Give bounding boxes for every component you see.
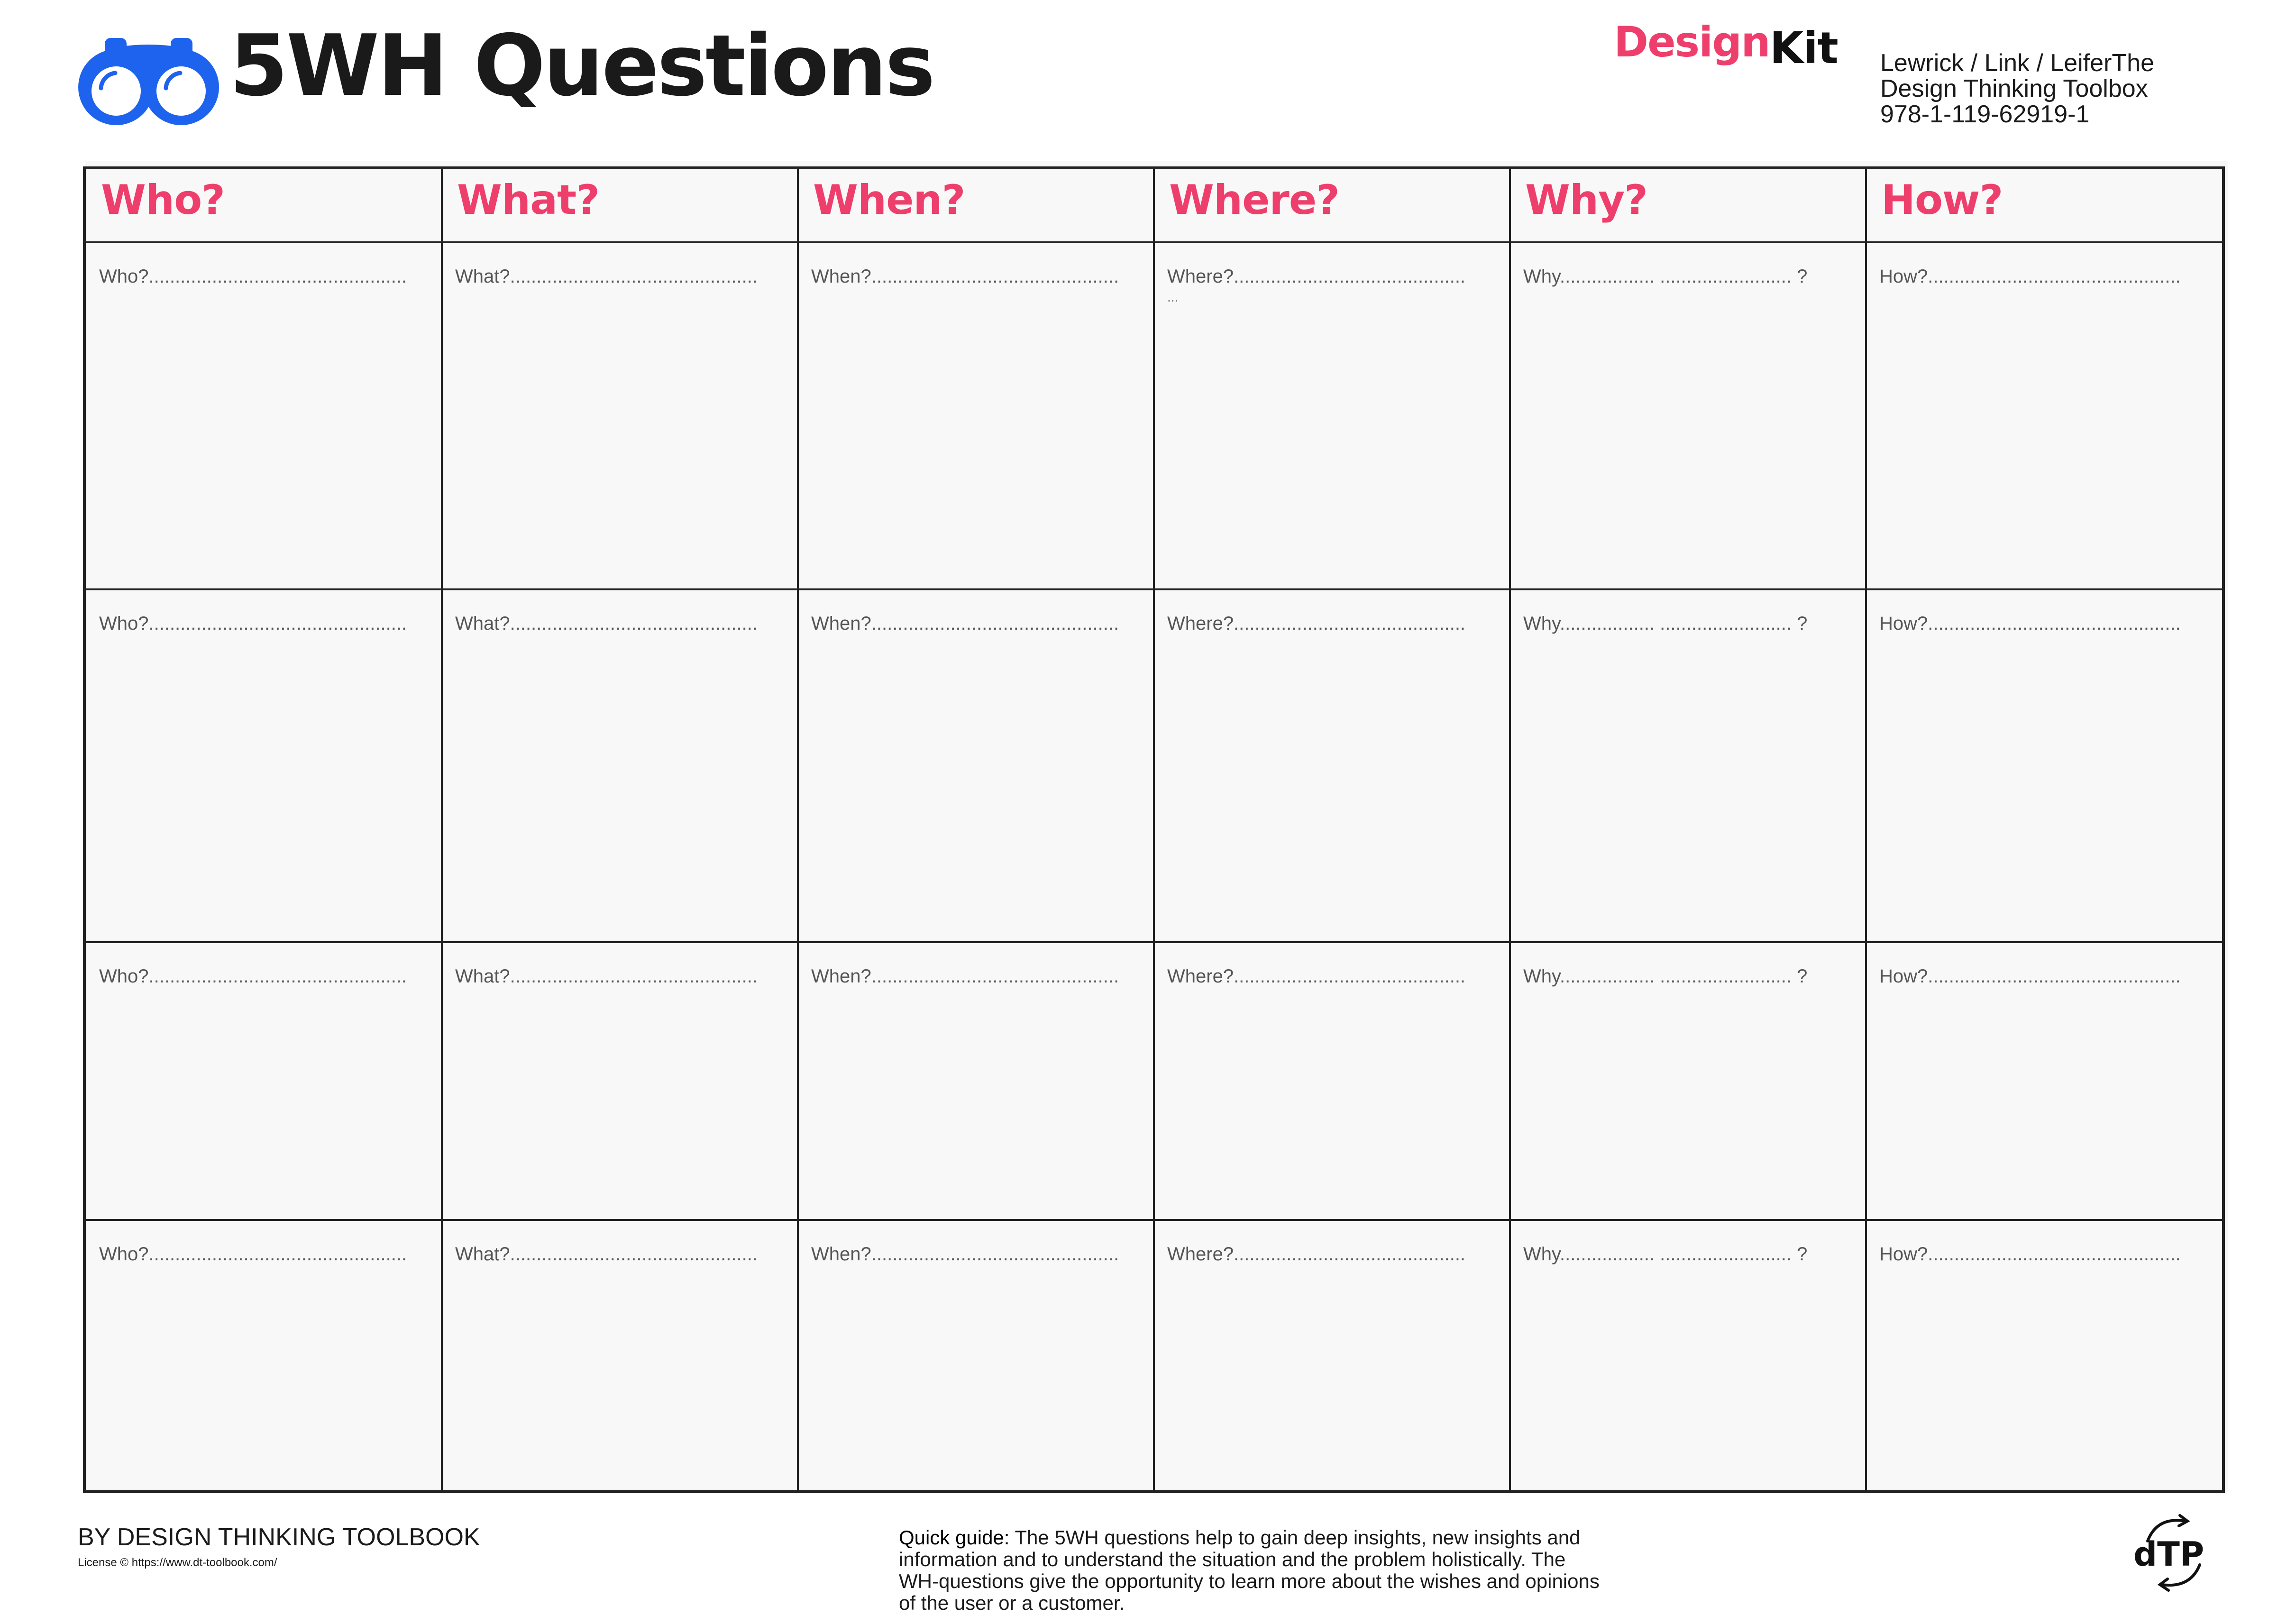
column-divider	[441, 169, 443, 1490]
binoculars-icon	[77, 35, 220, 126]
question-prompt[interactable]: What?...............................................	[455, 266, 758, 287]
question-prompt[interactable]: Where?............................................	[1167, 966, 1466, 987]
question-prompt[interactable]: How?................................................	[1879, 266, 2181, 287]
dtp-cycle-logo	[2129, 1513, 2219, 1593]
question-prompt[interactable]: Where?............................................	[1167, 266, 1466, 287]
question-prompt[interactable]: Who?.................................................	[99, 1244, 407, 1265]
question-prompt[interactable]: Who?.................................................	[99, 266, 407, 287]
column-divider	[1153, 169, 1155, 1490]
question-prompt[interactable]: Who?.................................................	[99, 613, 407, 634]
column-header: How?	[1881, 176, 2003, 224]
question-prompt[interactable]: When?...............................................	[811, 613, 1119, 634]
column-divider	[1509, 169, 1511, 1490]
question-prompt[interactable]: When?...............................................	[811, 266, 1119, 287]
quick-guide-text: The 5WH questions help to gain deep insights, new insights and information and to understand the situation and the problem holistically. The WH-questions give the opportunity to learn more about the wishes and opinions of the user or a customer.	[899, 1526, 1600, 1614]
question-prompt[interactable]: When?...............................................	[811, 1244, 1119, 1265]
dtp-logo-text: dTP	[2133, 1535, 2205, 1574]
prompt-ellipsis: ...	[1167, 290, 1179, 304]
column-header: Where?	[1169, 176, 1340, 224]
design-kit-logo	[1614, 18, 1838, 73]
questions-grid	[83, 166, 2225, 1493]
citation-line: 978-1-119-62919-1	[1880, 101, 2090, 128]
question-prompt[interactable]: What?...............................................	[455, 613, 758, 634]
question-prompt[interactable]: Why.................. ......................... ?	[1523, 1244, 1808, 1265]
page-title: 5WH Questions	[229, 17, 933, 115]
column-divider	[1865, 169, 1867, 1490]
question-prompt[interactable]: What?...............................................	[455, 966, 758, 987]
footer-credit: BY DESIGN THINKING TOOLBOOK	[78, 1523, 480, 1551]
question-prompt[interactable]: What?...............................................	[455, 1244, 758, 1265]
citation-line: Lewrick / Link / LeiferThe	[1880, 49, 2155, 77]
row-divider	[86, 941, 2222, 943]
footer-license: License © https://www.dt-toolbook.com/	[78, 1556, 277, 1569]
question-prompt[interactable]: Why.................. ......................... ?	[1523, 613, 1808, 634]
question-prompt[interactable]: How?................................................	[1879, 1244, 2181, 1265]
column-header: When?	[813, 176, 965, 224]
quick-guide-label: Quick guide:	[899, 1526, 1010, 1549]
column-header: Who?	[101, 176, 225, 224]
brand-design-text: Design	[1614, 18, 1770, 66]
question-prompt[interactable]: Why.................. ......................... ?	[1523, 266, 1808, 287]
column-divider	[797, 169, 799, 1490]
question-prompt[interactable]: Why.................. ......................... ?	[1523, 966, 1808, 987]
question-prompt[interactable]: How?................................................	[1879, 613, 2181, 634]
question-prompt[interactable]: Where?............................................	[1167, 613, 1466, 634]
question-prompt[interactable]: When?...............................................	[811, 966, 1119, 987]
question-prompt[interactable]: How?................................................	[1879, 966, 2181, 987]
column-header: What?	[457, 176, 600, 224]
row-divider	[86, 1219, 2222, 1221]
question-prompt[interactable]: Where?............................................	[1167, 1244, 1466, 1265]
brand-kit-text: Kit	[1769, 23, 1838, 73]
row-divider	[86, 241, 2222, 243]
quick-guide	[899, 1527, 1601, 1614]
row-divider	[86, 588, 2222, 590]
column-header: Why?	[1525, 176, 1648, 224]
book-citation	[1880, 50, 2154, 127]
question-prompt[interactable]: Who?.................................................	[99, 966, 407, 987]
citation-line: Design Thinking Toolbox	[1880, 75, 2148, 102]
